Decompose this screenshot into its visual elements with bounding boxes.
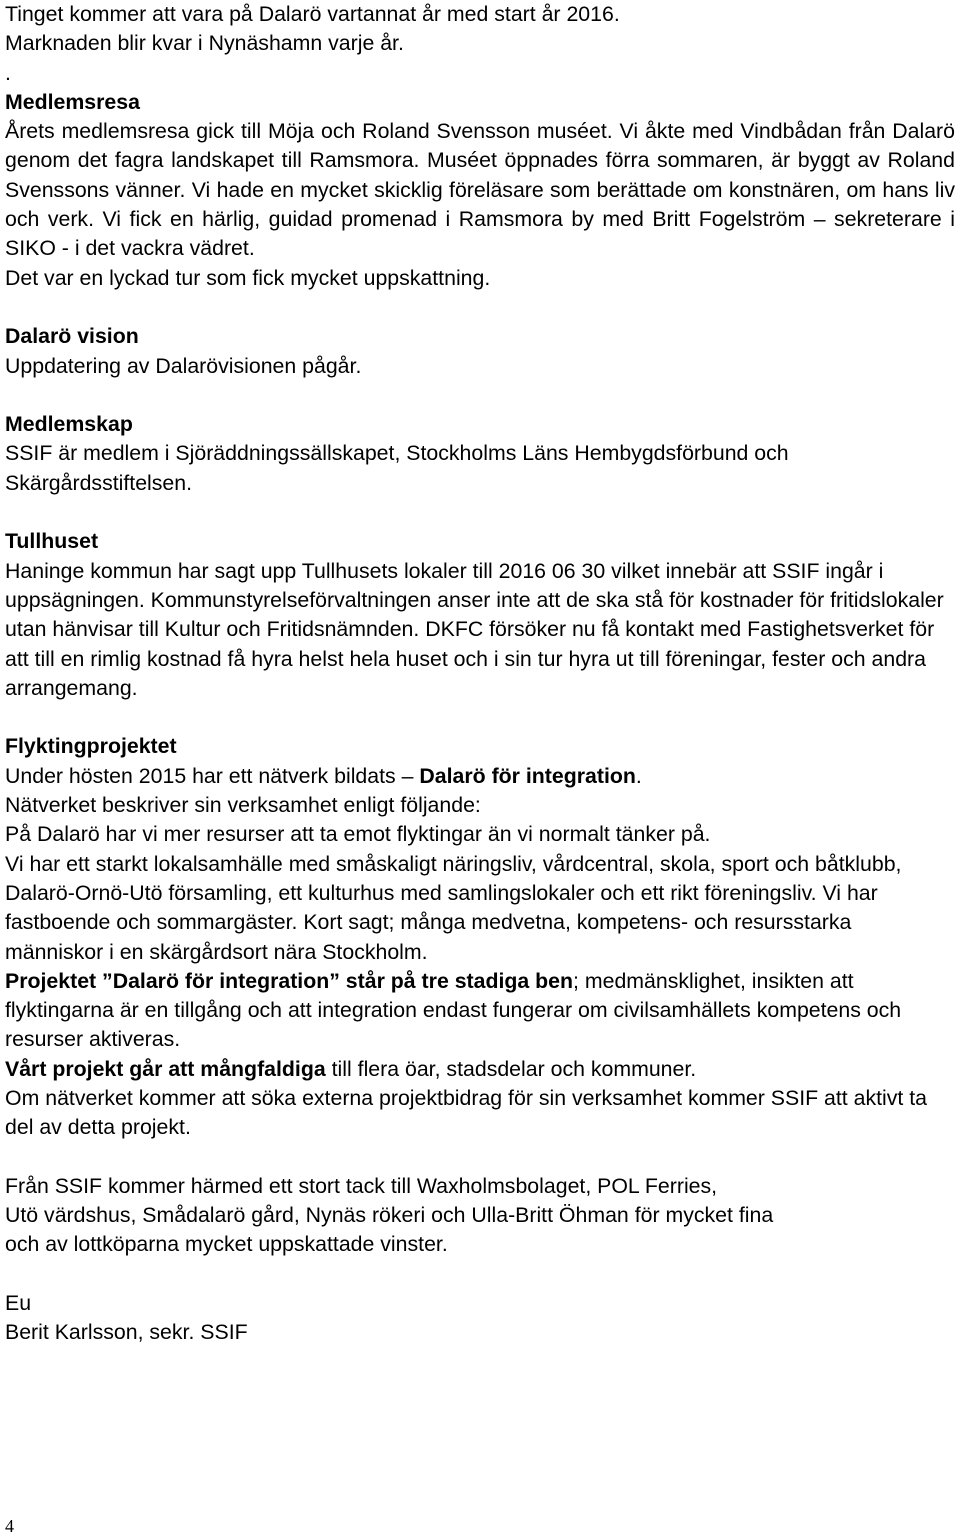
- heading-flyktingprojektet: Flyktingprojektet: [5, 734, 177, 759]
- tullhuset-text: Haninge kommun har sagt upp Tullhusets lokaler till 2016 06 30 vilket innebär att SSIF ingår i uppsägningen. Kommunstyrelseförvaltningen anser inte att de ska stå för kostnader för fritidslokaler utan hänvisar till Kultur och Fritidsnämnden. DKFC försöker nu få kontakt med Fastighetsverket för att till en rimlig kostnad få hyra helst hela huset och i sin tur hyra ut till föreningar, fester och andra arrangemang.: [5, 558, 944, 700]
- signature: [5, 1289, 955, 1348]
- flykting-line-3: På Dalarö har vi mer resurser att ta emot flyktingar än vi normalt tänker på.: [5, 822, 711, 847]
- flykting-line-2: Nätverket beskriver sin verksamhet enligt följande:: [5, 793, 481, 818]
- document-body: [5, 0, 955, 1348]
- section-dalaro-vision: [5, 322, 955, 381]
- vision-text: Uppdatering av Dalarövisionen pågår.: [5, 353, 362, 378]
- section-medlemsresa: [5, 88, 955, 293]
- flykting-paragraph-4: Om nätverket kommer att söka externa projektbidrag för sin verksamhet kommer SSIF att aktivt ta del av detta projekt.: [5, 1085, 928, 1140]
- page-number: 4: [5, 1516, 14, 1536]
- thanks-line-1: Från SSIF kommer härmed ett stort tack till Waxholmsbolaget, POL Ferries,: [5, 1173, 718, 1198]
- flykting-paragraph-1: Vi har ett starkt lokalsamhälle med småskaligt näringsliv, vårdcentral, skola, sport och båtklubb, Dalarö-Ornö-Utö församling, ett kulturhus med samlingslokaler och ett rikt föreningsliv. Vi har fastboende och sommargäster. Kort sagt; många medvetna, kompetens- och resursstarka människor i en skärgårdsort nära Stockholm.: [5, 851, 902, 964]
- section-medlemskap: [5, 410, 955, 498]
- intro-dot: .: [5, 60, 11, 85]
- section-flyktingprojektet: [5, 732, 955, 1142]
- flykting-paragraph-3-bold: Vårt projekt går att mångfaldiga: [5, 1056, 326, 1081]
- flykting-line-1: [5, 762, 955, 791]
- flykting-paragraph-3-rest: till flera öar, stadsdelar och kommuner.: [325, 1056, 697, 1081]
- signature-name: Berit Karlsson, sekr. SSIF: [5, 1320, 248, 1345]
- flykting-network-name: Dalarö för integration: [419, 763, 636, 788]
- medlemsresa-text: Årets medlemsresa gick till Möja och Roland Svensson muséet. Vi åkte med Vindbådan från Dalarö genom det fagra landskapet till Ramsmora. Muséet öppnades förra sommaren, är byggt av Roland Svenssons vänner. Vi hade en mycket skicklig föreläsare som berättade om konstnären, om hans liv och verk. Vi fick en härlig, guidad promenad i Ramsmora by med Britt Fogelström – sekreterare i SIKO - i det vackra vädret.: [5, 119, 955, 261]
- medlemsresa-closing: Det var en lyckad tur som fick mycket uppskattning.: [5, 265, 491, 290]
- flykting-paragraph-3: [5, 1055, 955, 1084]
- thanks-line-2: Utö värdshus, Smådalarö gård, Nynäs rökeri och Ulla-Britt Öhman för mycket fina: [5, 1203, 774, 1228]
- heading-tullhuset: Tullhuset: [5, 529, 99, 554]
- flykting-paragraph-2-rest: ; medmänsklighet, insikten att flyktingarna är en tillgång och att integration endast fungerar om civilsamhällets kompetens och resurser aktiveras.: [5, 968, 902, 1052]
- heading-medlemskap: Medlemskap: [5, 412, 133, 437]
- flykting-paragraph-2-bold: Projektet ”Dalarö för integration” står på tre stadiga ben: [5, 968, 574, 993]
- flykting-paragraph-2: [5, 967, 955, 1055]
- heading-medlemsresa: Medlemsresa: [5, 89, 140, 114]
- intro-line-1: Tinget kommer att vara på Dalarö vartannat år med start år 2016.: [5, 2, 620, 26]
- flykting-line-1-pre: Under hösten 2015 har ett nätverk bildats –: [5, 763, 420, 788]
- thanks-line-3: och av lottköparna mycket uppskattade vinster.: [5, 1232, 448, 1257]
- section-thanks: [5, 1172, 955, 1260]
- intro-line-2: Marknaden blir kvar i Nynäshamn varje år.: [5, 31, 404, 56]
- flykting-line-1-post: .: [635, 763, 642, 788]
- heading-dalaro-vision: Dalarö vision: [5, 324, 139, 349]
- section-tullhuset: [5, 527, 955, 703]
- medlemskap-text: SSIF är medlem i Sjöräddningssällskapet, Stockholms Läns Hembygdsförbund och Skärgårdsstiftelsen.: [5, 441, 789, 495]
- signature-greeting: Eu: [5, 1291, 32, 1316]
